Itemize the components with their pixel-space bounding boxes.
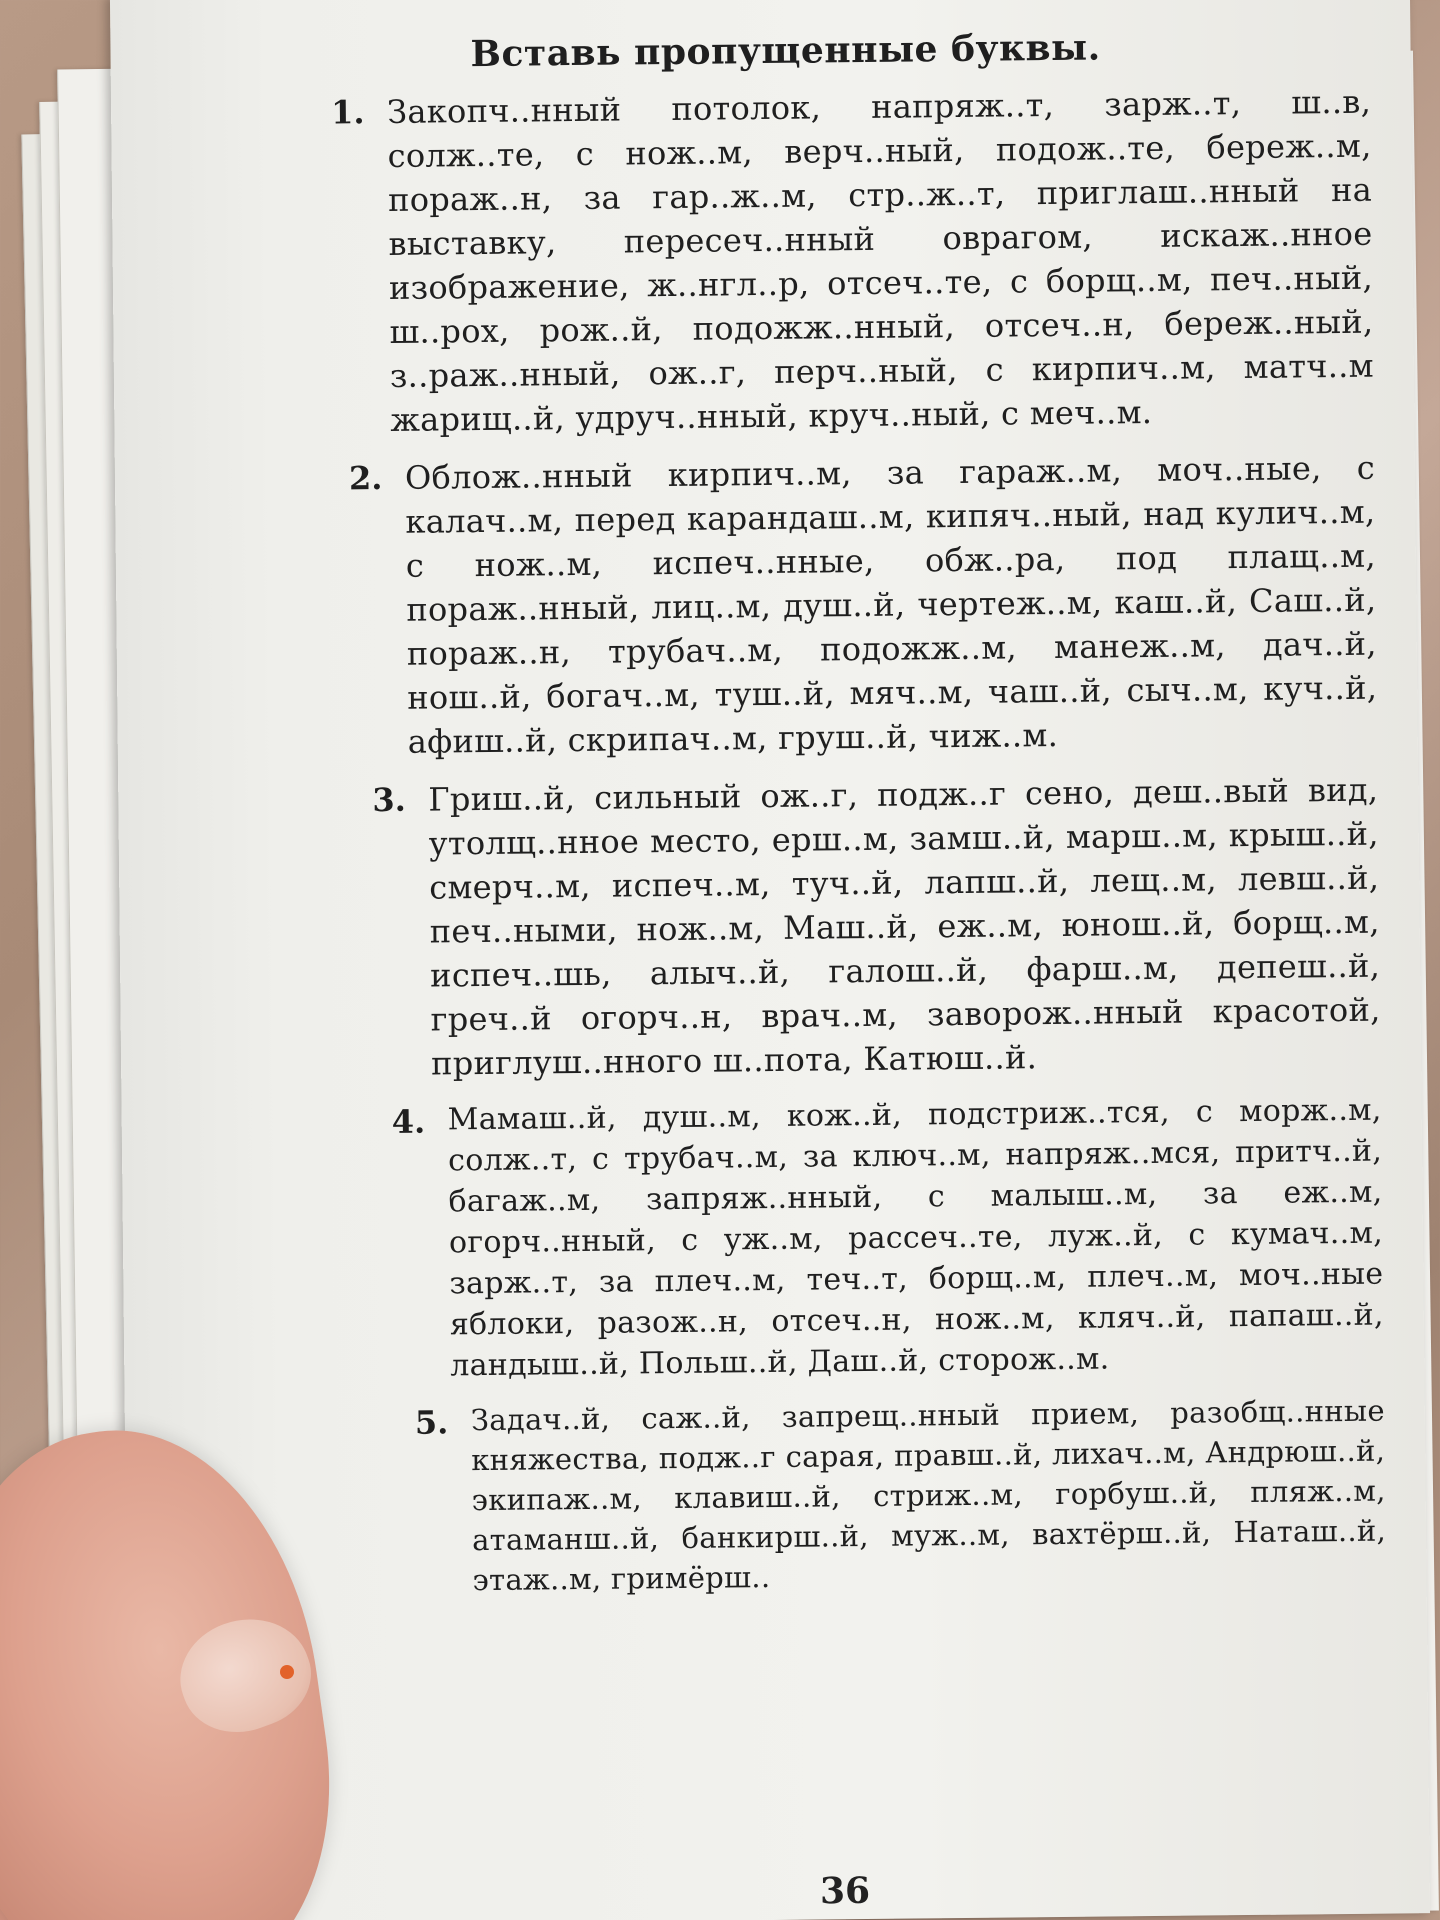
exercise-1 [331, 80, 1375, 443]
exercise-3 [372, 768, 1381, 1087]
page-title: Вставь пропущенные буквы. [470, 26, 1101, 76]
exercise-number: 2. [348, 459, 383, 498]
exercise-number: 3. [372, 780, 406, 820]
exercise-5 [415, 1391, 1387, 1601]
exercise-text: Мамаш..й, душ..м, кож..й, подстриж..тся, с морж..м, солж..т, с трубач..м, за ключ..м, напряж..мся, притч..й, багаж..м, запряж..нный, с малыш..м, за еж..м, огорч..нный, с уж..м, рассеч..те, луж..й, с кумач..м, зарж..т, за плеч..м, теч..т, борщ..м, плеч..м, моч..ные яблоки, разож..н, отсеч..н, нож..м, кляч..й, папаш..й, ландыш..й, Польш..й, Даш..й, сторож..м. [447, 1092, 1384, 1384]
exercise-text: Задач..й, саж..й, запрещ..нный прием, разобщ..нные княжества, подж..г сарая, правш..й, лихач..м, Андрюш..й, экипаж..м, клавиш..й, стриж..м, горбуш..й, пляж..м, атаманш..й, банкирш..й, муж..м, вахтёрш..й, Наташ..й, этаж..м, гримёрш.. [470, 1393, 1387, 1598]
exercise-text: Закопч..нный потолок, напряж..т, зарж..т, ш..в, солж..те, с нож..м, верч..ный, подож..те, береж..м, пораж..н, за гар..ж..м, стр..ж..т, приглаш..нный на выставку, пересеч..нный оврагом, искаж..нное изображение, ж..нгл..р, отсеч..те, с борщ..м, печ..ный, ш..рох, рож..й, подожж..нный, отсеч..н, береж..ный, з..раж..нный, ож..г, перч..ный, с кирпич..м, матч..м жарищ..й, удруч..нный, круч..ный, с меч..м. [386, 82, 1375, 439]
page-number: 36 [819, 1869, 871, 1913]
exercise-number: 4. [391, 1102, 426, 1141]
page-content [330, 24, 1386, 1616]
exercise-text: Облож..нный кирпич..м, за гараж..м, моч..ные, с калач..м, перед карандаш..м, кипяч..ный, над кулич..м, с нож..м, испеч..нные, обж..ра, под плащ..м, пораж..нный, лиц..м, душ..й, чертеж..м, каш..й, Саш..й, пораж..н, трубач..м, подожж..м, манеж..м, дач..й, нош..й, богач..м, туш..й, мяч..м, чаш..й, сыч..м, куч..й, афиш..й, скрипач..м, груш..й, чиж..м. [404, 448, 1378, 761]
exercise-text: Гриш..й, сильный ож..г, подж..г сено, деш..вый вид, утолщ..нное место, ерш..м, замш..й, марш..м, крыш..й, смерч..м, испеч..м, туч..й, лапш..й, лещ..м, левш..й, печ..ными, нож..м, Маш..й, еж..м, юнош..й, борщ..м, испеч..шь, алыч..й, галош..й, фарш..м, депеш..й, греч..й огорч..н, врач..м, заворож..нный красотой, приглуш..нного ш..пота, Катюш..й. [428, 770, 1381, 1083]
nail-polish-spot [280, 1665, 294, 1679]
exercise-number: 1. [330, 93, 365, 132]
exercise-2 [349, 446, 1378, 765]
exercise-number: 5. [414, 1403, 449, 1442]
exercise-4 [391, 1090, 1384, 1387]
